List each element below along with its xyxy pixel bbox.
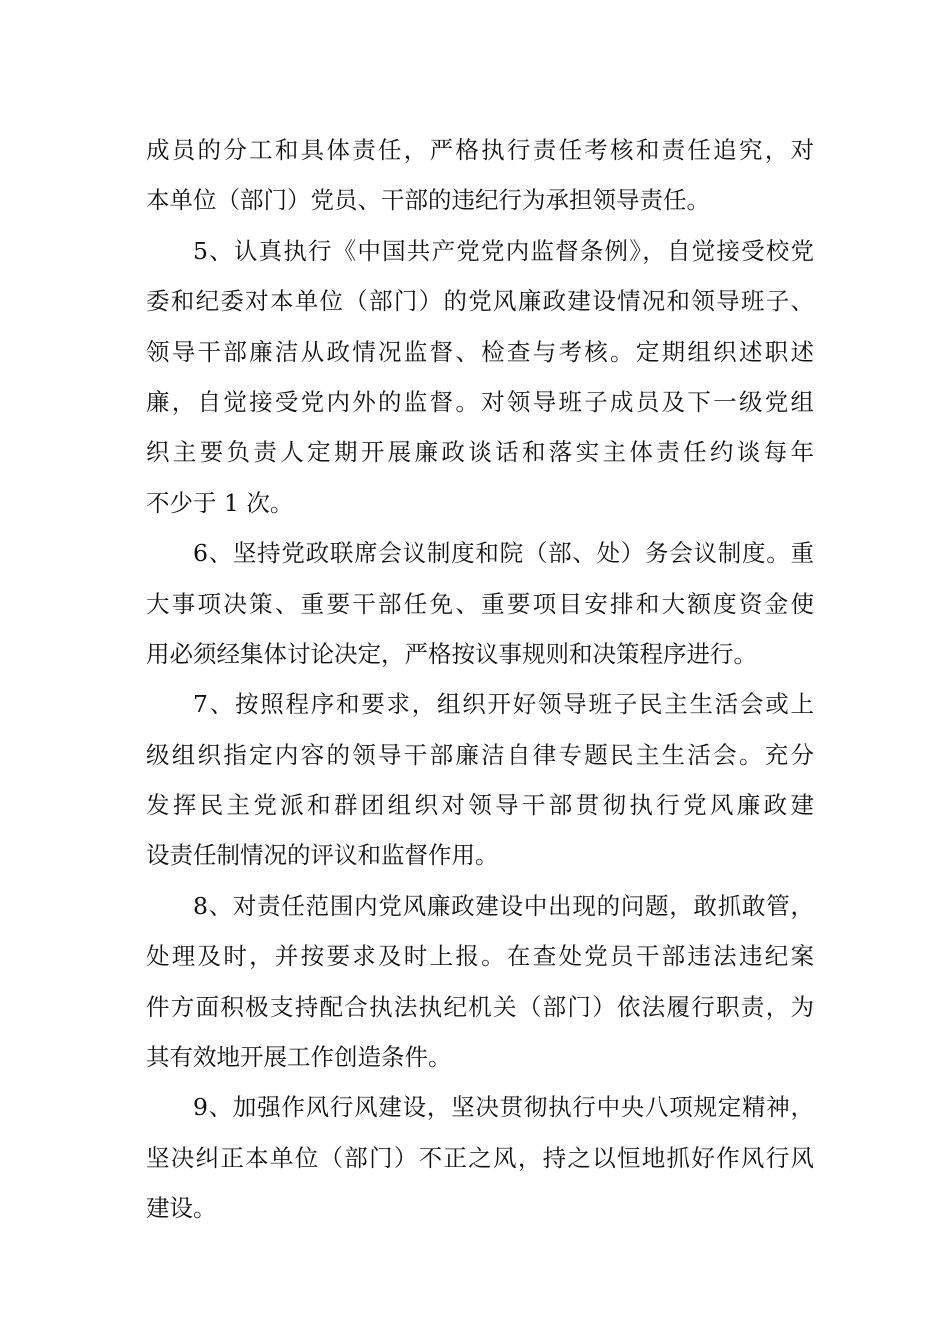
- text-line: 委和纪委对本单位（部门）的党风廉政建设情况和领导班子、: [146, 287, 814, 316]
- text-line: 建设。: [146, 1194, 217, 1223]
- text-line: 成员的分工和具体责任，严格执行责任考核和责任追究，对: [146, 136, 814, 164]
- paragraph-first-line: 6、坚持党政联席会议制度和院（部、处）务会议制度。重: [193, 539, 814, 568]
- text-line: 件方面积极支持配合执法执纪机关（部门）依法履行职责，为: [146, 992, 814, 1021]
- text-line: 用必须经集体讨论决定，严格按议事规则和决策程序进行。: [146, 639, 757, 668]
- text-line: 织主要负责人定期开展廉政谈话和落实主体责任约谈每年: [146, 438, 814, 467]
- text-line: 级组织指定内容的领导干部廉洁自律专题民主生活会。充分: [146, 740, 814, 769]
- text-line: 处理及时，并按要求及时上报。在查处党员干部违法违纪案: [146, 942, 814, 971]
- text-line: 坚决纠正本单位（部门）不正之风，持之以恒地抓好作风行风: [146, 1143, 814, 1172]
- text-line: 不少于 1 次。: [146, 488, 294, 517]
- text-line: 发挥民主党派和群团组织对领导干部贯彻执行党风廉政建: [146, 791, 814, 820]
- text-line: 本单位（部门）党员、干部的违纪行为承担领导责任。: [146, 186, 710, 215]
- paragraph-first-line: 9、加强作风行风建设，坚决贯彻执行中央八项规定精神，: [193, 1093, 814, 1122]
- text-line: 设责任制情况的评议和监督作用。: [146, 841, 499, 870]
- text-line: 廉，自觉接受党内外的监督。对领导班子成员及下一级党组: [146, 387, 814, 416]
- paragraph-first-line: 7、按照程序和要求，组织开好领导班子民主生活会或上: [193, 690, 814, 719]
- body-text: [146, 125, 814, 1234]
- text-line: 其有效地开展工作创造条件。: [146, 1043, 452, 1072]
- paragraph-first-line: 8、对责任范围内党风廉政建设中出现的问题，敢抓敢管，: [193, 891, 814, 920]
- text-line: 领导干部廉洁从政情况监督、检查与考核。定期组织述职述: [146, 337, 814, 366]
- paragraph-first-line: 5、认真执行《中国共产党党内监督条例》，自觉接受校党: [193, 236, 814, 265]
- text-line: 大事项决策、重要干部任免、重要项目安排和大额度资金使: [146, 589, 814, 618]
